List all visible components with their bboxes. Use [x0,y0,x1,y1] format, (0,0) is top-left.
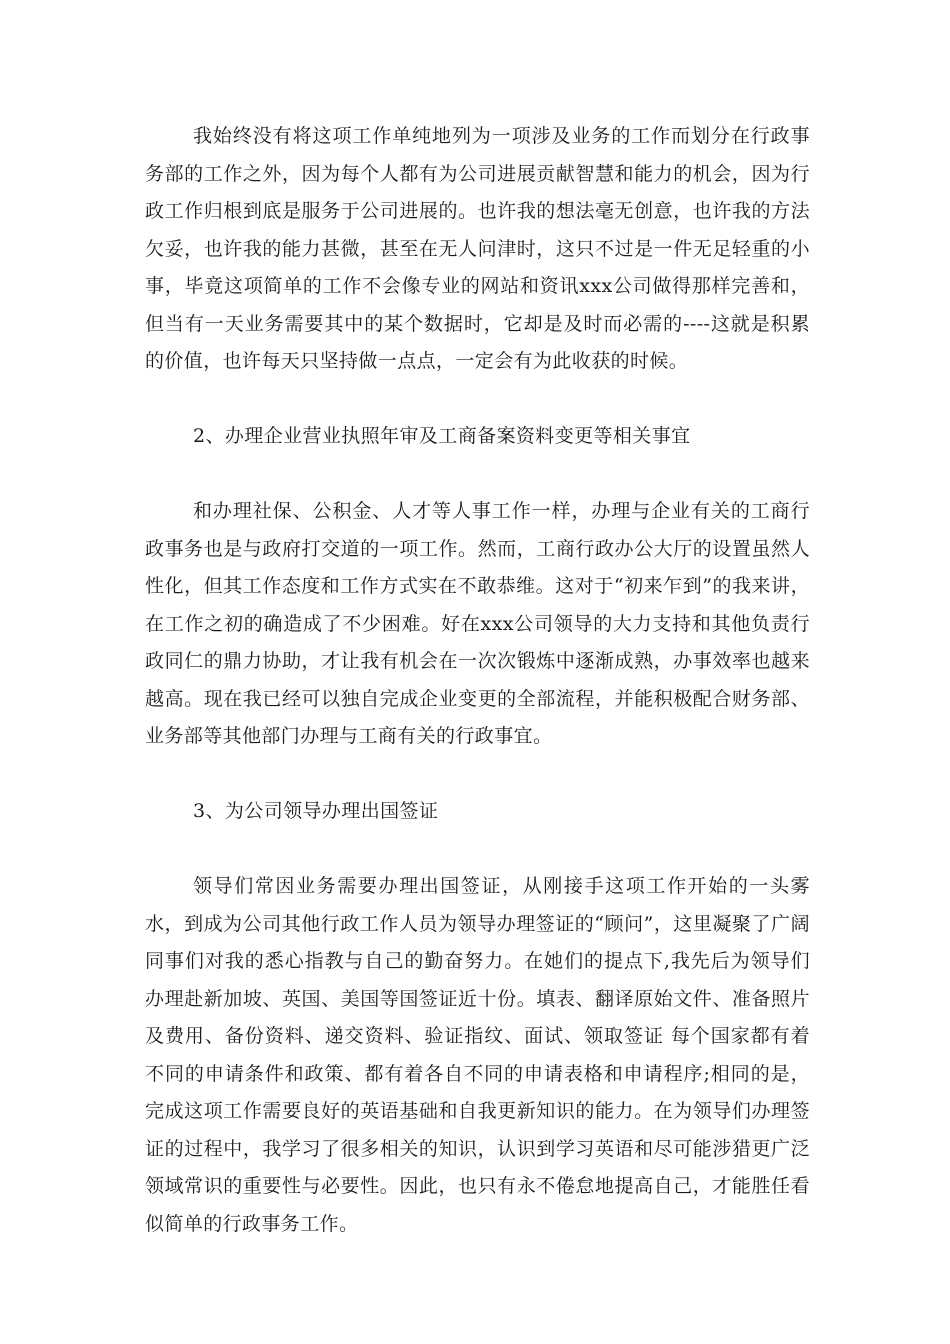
paragraph-visa-processing: 领导们常因业务需要办理出国签证，从刚接手这项工作开始的一头雾水，到成为公司其他行政工作人员为领导办理签证的“顾问”，这里凝聚了广阔同事们对我的悉心指教与自己的勤奋努力。在她们的提点下,我先后为领导们办理赴新加坡、英国、美国等国签证近十份。填表、翻译原始文件、准备照片及费用、备份资料、递交资料、验证指纹、面试、领取签证 每个国家都有着不同的申请条件和政策、都有着各自不同的申请表格和申请程序;相同的是，完成这项工作需要良好的英语基础和自我更新知识的能力。在为领导们办理签证的过程中，我学习了很多相关的知识，认识到学习英语和尽可能涉猎更广泛领域常识的重要性与必要性。因此，也只有永不倦怠地提高自己，才能胜任看似简单的行政事务工作。 [145,875,810,1235]
document-body [145,118,810,1243]
paragraph-gap [145,381,810,419]
paragraph-gap [145,456,810,494]
paragraph-data-accumulation: 我始终没有将这项工作单纯地列为一项涉及业务的工作而划分在行政事务部的工作之外，因为每个人都有为公司进展贡献智慧和能力的机会，因为行政工作归根到底是服务于公司进展的。也许我的想法毫无创意，也许我的方法欠妥，也许我的能力甚微，甚至在无人问津时，这只不过是一件无足轻重的小事，毕竟这项简单的工作不会像专业的网站和资讯xxx公司做得那样完善和，但当有一天业务需要其中的某个数据时，它却是及时而必需的----这就是积累的价值，也许每天只坚持做一点点，一定会有为此收获的时候。 [145,125,810,372]
paragraph-gap [145,756,810,794]
paragraph-business-affairs: 和办理社保、公积金、人才等人事工作一样，办理与企业有关的工商行政事务也是与政府打交道的一项工作。然而，工商行政办公大厅的设置虽然人性化，但其工作态度和工作方式实在不敢恭维。这对于“初来乍到”的我来讲，在工作之初的确造成了不少困难。好在xxx公司领导的大力支持和其他负责行政同仁的鼎力协助，才让我有机会在一次次锻炼中逐渐成熟，办事效率也越来越高。现在我已经可以独自完成企业变更的全部流程，并能积极配合财务部、业务部等其他部门办理与工商有关的行政事宜。 [145,500,810,747]
section-heading-visa: 3、为公司领导办理出国签证 [193,800,439,822]
paragraph-gap [145,831,810,869]
section-heading-business-license: 2、办理企业营业执照年审及工商备案资料变更等相关事宜 [193,425,691,447]
